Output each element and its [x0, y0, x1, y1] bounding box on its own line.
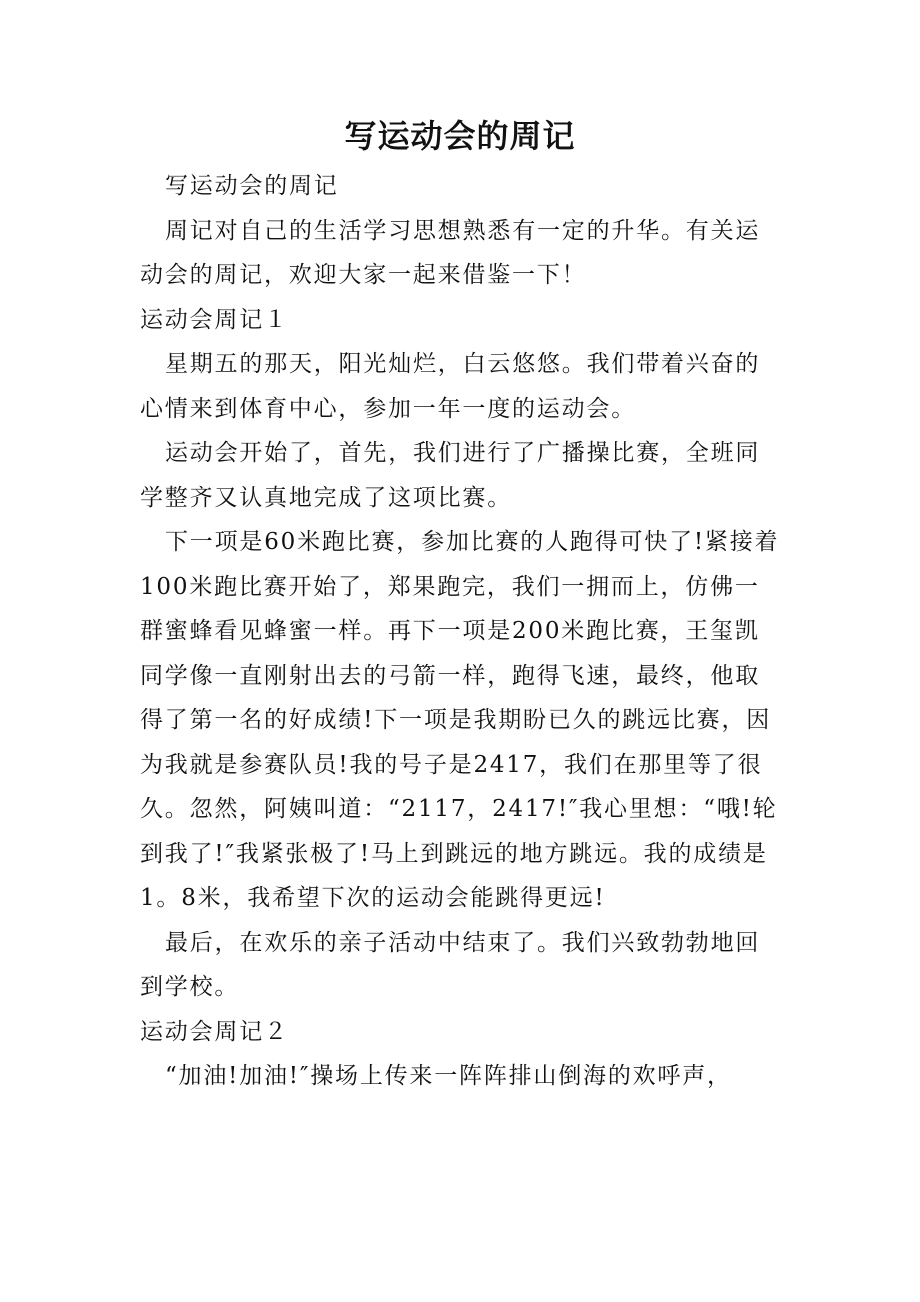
paragraph: 最后，在欢乐的亲子活动中结束了。我们兴致勃勃地回到学校。: [140, 929, 761, 1000]
paragraph: 运动会开始了，首先，我们进行了广播操比赛，全班同学整齐又认真地完成了这项比赛。: [140, 440, 761, 511]
paragraph: 周记对自己的生活学习思想熟悉有一定的升华。有关运动会的周记，欢迎大家一起来借鉴一下！: [140, 217, 761, 288]
paragraph: “加油!加油!″操场上传来一阵阵排山倒海的欢呼声，: [165, 1063, 732, 1089]
document-body: [140, 164, 780, 1099]
paragraph: 星期五的那天，阳光灿烂，白云悠悠。我们带着兴奋的心情来到体育中心，参加一年一度的运动会。: [140, 351, 761, 422]
document-title: 写运动会的周记: [344, 117, 576, 155]
paragraph: 下一项是60米跑比赛，参加比赛的人跑得可快了!紧接着100米跑比赛开始了，郑果跑完，我们一拥而上，仿佛一群蜜蜂看见蜂蜜一样。再下一项是200米跑比赛，王玺凯同学像一直刚射出去的弓箭一样，跑得飞速，最终，他取得了第一名的好成绩!下一项是我期盼已久的跳远比赛，因为我就是参赛队员!我的号子是2417，我们在那里等了很久。忽然，阿姨叫道：“2117，2417!″我心里想：“哦!轮到我了!″我紧张极了!马上到跳远的地方跳远。我的成绩是1。8米，我希望下次的运动会能跳得更远!: [140, 529, 780, 911]
section-heading: 运动会周记１: [140, 306, 289, 333]
section-heading: 运动会周记２: [140, 1018, 289, 1045]
paragraph: 写运动会的周记: [165, 173, 339, 199]
